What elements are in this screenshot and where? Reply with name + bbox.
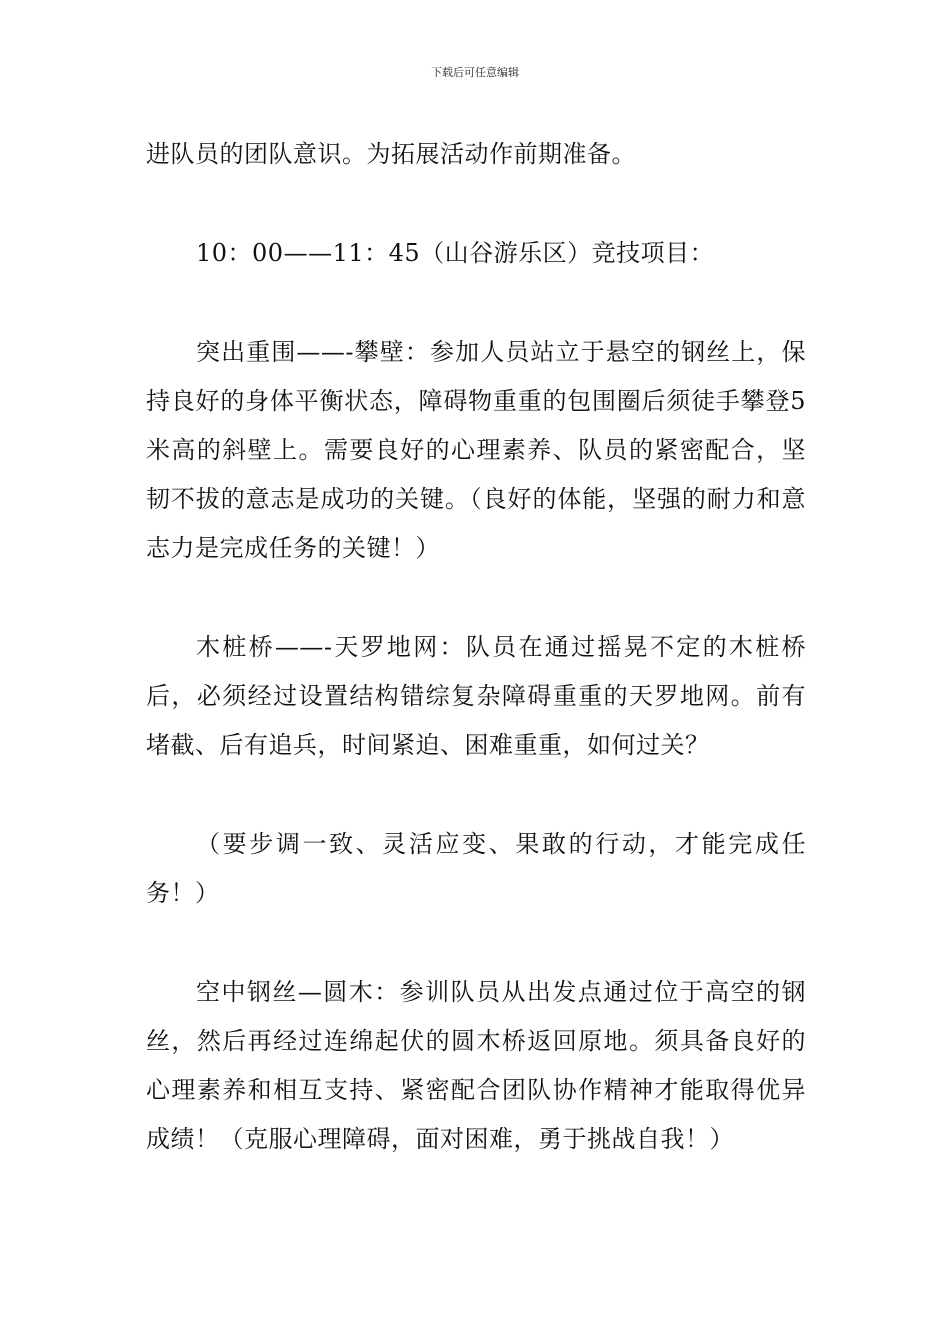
page-header: 下载后可任意编辑: [431, 66, 519, 79]
paragraph-climbing-wall: 突出重围——-攀壁：参加人员站立于悬空的钢丝上，保持良好的身体平衡状态，障碍物重重的包围圈后须徒手攀登5米高的斜壁上。需要良好的心理素养、队员的紧密配合，坚韧不拔的意志是成功的关键。（良好的体能，坚强的耐力和意志力是完成任务的关键！）: [146, 338, 806, 562]
document-body: [146, 130, 806, 1214]
paragraph-schedule: 10：00——11：45（山谷游乐区）竞技项目：: [196, 239, 715, 267]
paragraph-teamwork-note: （要步调一致、灵活应变、果敢的行动，才能完成任务！）: [146, 830, 806, 907]
paragraph-steel-wire: 空中钢丝—圆木：参训队员从出发点通过位于高空的钢丝，然后再经过连绵起伏的圆木桥返回原地。须具备良好的心理素养和相互支持、紧密配合团队协作精神才能取得优异成绩！（克服心理障碍，面对困难，勇于挑战自我！）: [146, 978, 806, 1153]
paragraph-wooden-bridge: 木桩桥——-天罗地网：队员在通过摇晃不定的木桩桥后，必须经过设置结构错综复杂障碍重重的天罗地网。前有堵截、后有追兵，时间紧迫、困难重重，如何过关？: [146, 633, 806, 759]
paragraph-continuation: 进队员的团队意识。为拓展活动作前期准备。: [146, 140, 636, 168]
